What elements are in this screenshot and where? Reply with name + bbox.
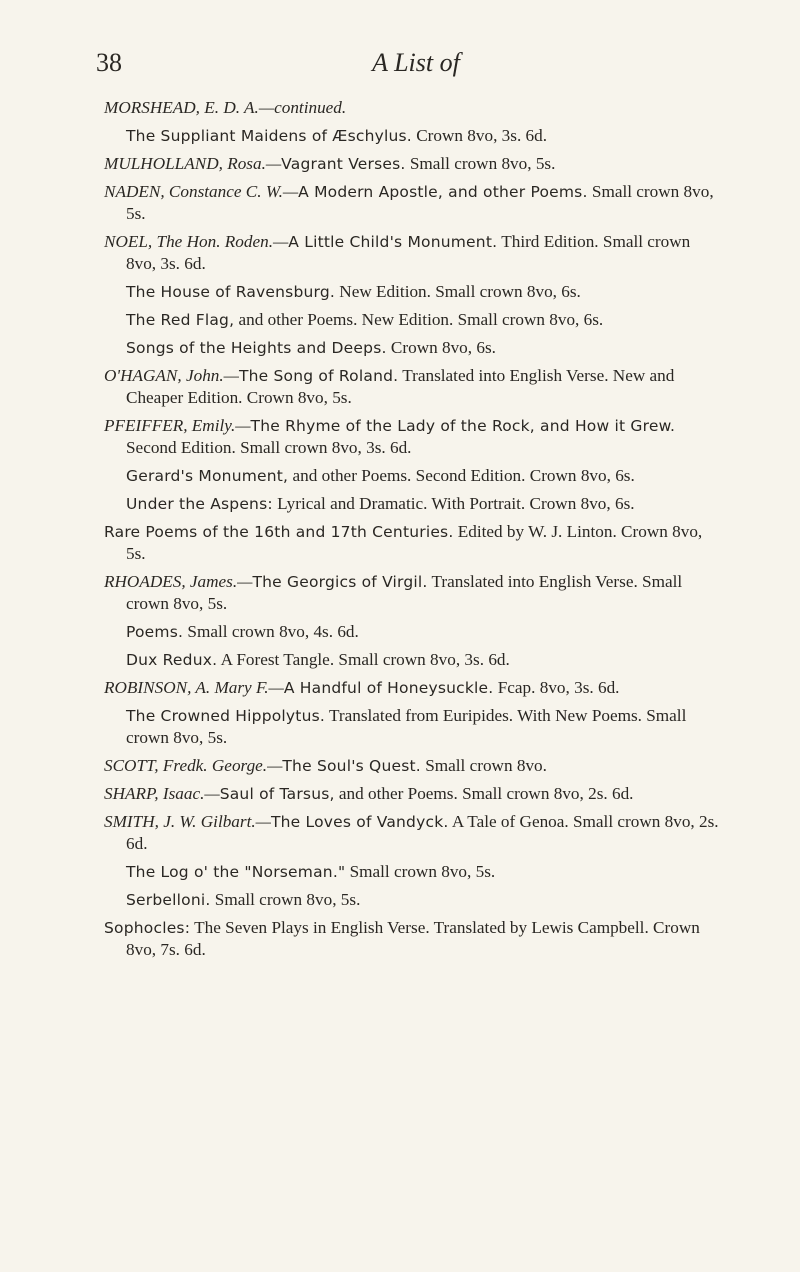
entry-title: Dux Redux.: [126, 651, 218, 669]
entry-author: SMITH, J. W. Gilbart.—: [104, 812, 271, 831]
page-number: 38: [96, 48, 122, 77]
entry-details: Small crown 8vo, 5s.: [345, 862, 496, 881]
entry-title: The Suppliant Maidens of Æschylus.: [126, 127, 412, 145]
catalog-entry: [104, 649, 724, 671]
catalog-entry: [104, 783, 724, 805]
catalog-entry: [104, 861, 724, 883]
catalog-entry: [104, 571, 724, 615]
entry-details: Translated into English Verse. New and Cheaper Edition. Crown 8vo, 5s.: [126, 366, 675, 407]
page-header: [96, 48, 736, 88]
catalog-entry: [104, 465, 724, 487]
entry-details: Crown 8vo, 6s.: [386, 338, 496, 357]
entry-title: Under the Aspens:: [126, 495, 273, 513]
entry-details: Small crown 8vo, 5s.: [210, 890, 361, 909]
entry-details: Lyrical and Dramatic. With Portrait. Crown 8vo, 6s.: [272, 494, 635, 513]
entry-author: RHOADES, James.—: [104, 572, 253, 591]
catalog-entry: [104, 365, 724, 409]
entry-details: Edited by W. J. Linton. Crown 8vo, 5s.: [126, 522, 703, 563]
entry-details: The Seven Plays in English Verse. Translated by Lewis Campbell. Crown 8vo, 7s. 6d.: [126, 918, 700, 959]
catalog-entry: [104, 521, 724, 565]
entry-title: The Georgics of Virgil.: [252, 573, 428, 591]
catalog-entry: [104, 181, 724, 225]
catalog-entry: [104, 621, 724, 643]
entry-author: ROBINSON, A. Mary F.—: [104, 678, 284, 697]
entry-title: A Little Child's Monument.: [288, 233, 498, 251]
entry-details: Crown 8vo, 3s. 6d.: [411, 126, 548, 145]
entry-details: Small crown 8vo, 4s. 6d.: [183, 622, 359, 641]
catalog-entry: [104, 153, 724, 175]
catalog-entry: [104, 337, 724, 359]
entry-title: A Handful of Honeysuckle.: [283, 679, 494, 697]
entry-details: A Tale of Genoa. Small crown 8vo, 2s. 6d.: [126, 812, 719, 853]
entry-author: SHARP, Isaac.—: [104, 784, 220, 803]
entry-title: Poems.: [126, 623, 184, 641]
catalog-entry: [104, 811, 724, 855]
entry-author: MULHOLLAND, Rosa.—: [104, 154, 282, 173]
entry-title: The Log o' the "Norseman.": [126, 863, 346, 881]
entry-details: Fcap. 8vo, 3s. 6d.: [493, 678, 620, 697]
catalog-entry: [104, 415, 724, 459]
entry-title: Saul of Tarsus,: [219, 785, 335, 803]
entry-title: The House of Ravensburg.: [126, 283, 335, 301]
entry-title: The Red Flag,: [126, 311, 235, 329]
entry-details: A Forest Tangle. Small crown 8vo, 3s. 6d.: [217, 650, 510, 669]
entry-title: Songs of the Heights and Deeps.: [126, 339, 387, 357]
entry-author: NOEL, The Hon. Roden.—: [104, 232, 289, 251]
entry-details: Second Edition. Small crown 8vo, 3s. 6d.: [126, 438, 412, 457]
catalog-entry: [104, 309, 724, 331]
entry-title: Vagrant Verses.: [281, 155, 406, 173]
entry-author: PFEIFFER, Emily.—: [104, 416, 251, 435]
entry-details: Translated from Euripides. With New Poems. Small crown 8vo, 5s.: [126, 706, 687, 747]
entry-details: Small crown 8vo.: [420, 756, 547, 775]
entry-details: Translated into English Verse. Small crown 8vo, 5s.: [126, 572, 683, 613]
entry-title: A Modern Apostle, and other Poems.: [298, 183, 588, 201]
entry-author: SCOTT, Fredk. George.—: [104, 756, 283, 775]
entry-title: Gerard's Monument,: [126, 467, 289, 485]
entry-author: MORSHEAD, E. D. A.—continued.: [104, 98, 347, 117]
catalog-entry: [104, 755, 724, 777]
catalog-entries: [104, 97, 724, 967]
entry-title: The Crowned Hippolytus.: [126, 707, 326, 725]
catalog-entry: [104, 889, 724, 911]
catalog-entry: [104, 917, 724, 961]
entry-author: NADEN, Constance C. W.—: [104, 182, 299, 201]
entry-title: Sophocles:: [104, 919, 191, 937]
entry-details: Third Edition. Small crown 8vo, 3s. 6d.: [126, 232, 691, 273]
catalog-entry: [104, 493, 724, 515]
catalog-entry: [104, 677, 724, 699]
entry-title: Serbelloni.: [126, 891, 211, 909]
entry-details: Small crown 8vo, 5s.: [126, 182, 714, 223]
entry-details: and other Poems. Second Edition. Crown 8vo, 6s.: [288, 466, 635, 485]
catalog-entry: [104, 125, 724, 147]
entry-title: The Soul's Quest.: [282, 757, 421, 775]
entry-details: New Edition. Small crown 8vo, 6s.: [335, 282, 581, 301]
entry-title: The Song of Roland.: [238, 367, 399, 385]
catalog-entry: [104, 705, 724, 749]
running-title: A List of: [372, 48, 460, 77]
catalog-entry: [104, 281, 724, 303]
catalog-entry: [104, 97, 724, 119]
entry-title: The Loves of Vandyck.: [270, 813, 449, 831]
entry-details: Small crown 8vo, 5s.: [405, 154, 556, 173]
entry-title: The Rhyme of the Lady of the Rock, and How it Grew.: [250, 417, 676, 435]
entry-title: Rare Poems of the 16th and 17th Centuries.: [104, 523, 454, 541]
entry-details: and other Poems. Small crown 8vo, 2s. 6d.: [334, 784, 634, 803]
catalog-entry: [104, 231, 724, 275]
entry-details: and other Poems. New Edition. Small crown 8vo, 6s.: [234, 310, 604, 329]
entry-author: O'HAGAN, John.—: [104, 366, 239, 385]
